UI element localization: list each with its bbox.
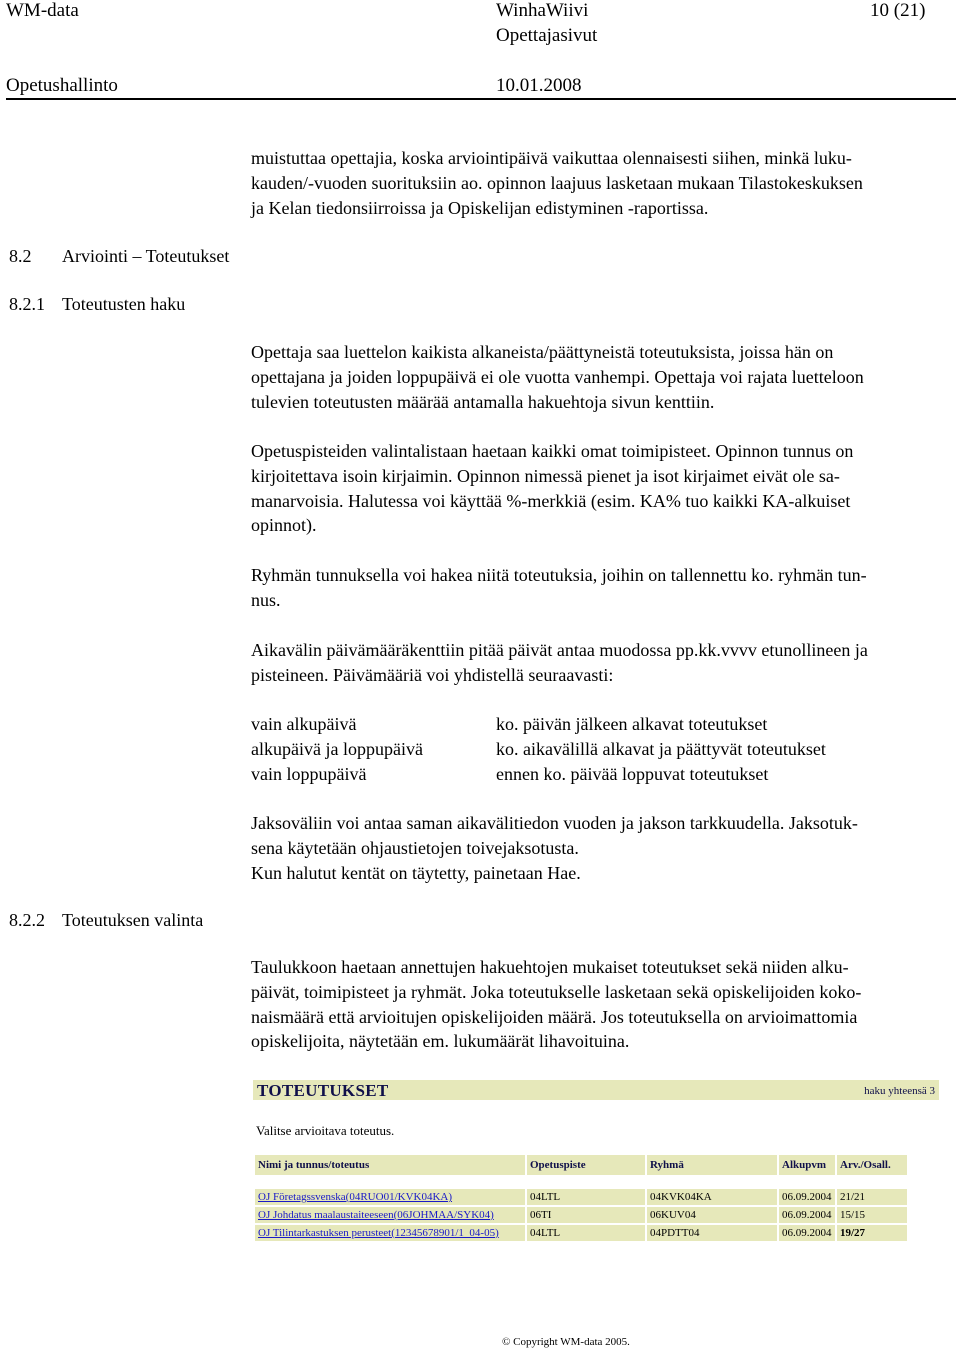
paragraph-date-format: Aikavälin päivämääräkenttiin pitää päivät antaa muodossa pp.kk.vvvv etunollineen ja pisteineen. Päivämääriä voi yhdistellä seuraavasti: (251, 640, 868, 685)
app-instruction: Valitse arvioitava toteutus. (256, 1123, 395, 1138)
table-row (255, 1207, 907, 1223)
table-spacer (255, 1177, 907, 1187)
cell-point: 04LTL (527, 1225, 645, 1241)
date-rule-conditions (251, 712, 423, 786)
cell-point: 06TI (527, 1207, 645, 1223)
paragraph-group-search: Ryhmän tunnuksella voi hakea niitä toteutuksia, joihin on tallennettu ko. ryhmän tun- nus. (251, 565, 867, 610)
header-date: 10.01.2008 (496, 75, 582, 96)
date-rule-condition: vain alkupäivä (251, 714, 357, 734)
paragraph-result-table: Taulukkoon haetaan annettujen hakuehtojen mukaiset toteutukset sekä niiden alku- päivät, toimipisteet ja ryhmät. Joka toteutukselle lasketaan sekä opiskelijoiden koko- naismäärä että arvioitujen opiskelijoiden määrä. Jos toteutuksella on arvioimattomia opiskelijoita, näytetään em. lukumäärät lihavoituina. (251, 957, 862, 1052)
paragraph-search-fields: Opetuspisteiden valintalistaan haetaan kaikki omat toimipisteet. Opinnon tunnus on kirjoitettava isoin kirjaimin. Opinnon nimessä pienet ja isot kirjaimet eivät ole sa- manarvoisia. Halutessa voi käyttää %-merkkiä (esim. KA% tuo kaikki KA-alkuiset opinnot). (251, 441, 854, 536)
date-rule-result: ko. päivän jälkeen alkavat toteutukset (496, 714, 768, 734)
header-page-number: 10 (21) (870, 0, 926, 21)
date-rule-condition: vain loppupäivä (251, 763, 367, 784)
header-subtitle: Opettajasivut (496, 25, 598, 46)
cell-start: 06.09.2004 (779, 1207, 835, 1223)
section-heading-8-2-2: 8.2.2 Toteutuksen valinta (9, 910, 204, 930)
header-divider (6, 98, 956, 100)
cell-point: 04LTL (527, 1189, 645, 1205)
intro-paragraph: muistuttaa opettajia, koska arviointipäivä vaikuttaa olennaisesti siihen, minkä luku- kauden/-vuoden suorituksiin ao. opinnon laajuus lasketaan mukaan Tilastokeskuksen ja Kelan tiedonsiirroissa ja Opiskelijan edistyminen -raportissa. (251, 148, 863, 218)
toteutus-link[interactable]: OJ Företagssvenska(04RUO01/KVK04KA) (255, 1189, 525, 1205)
section-heading-8-2: 8.2 Arviointi – Toteutukset (9, 246, 230, 266)
column-header-name: Nimi ja tunnus/toteutus (255, 1155, 525, 1175)
cell-start: 06.09.2004 (779, 1189, 835, 1205)
cell-ratio: 21/21 (837, 1189, 907, 1205)
table-row (255, 1225, 907, 1241)
section-heading-8-2-1: 8.2.1 Toteutusten haku (9, 294, 186, 314)
copyright-footer: © Copyright WM-data 2005. (502, 1336, 630, 1348)
column-header-point: Opetuspiste (527, 1155, 645, 1175)
cell-group: 06KUV04 (647, 1207, 777, 1223)
toteutus-link[interactable]: OJ Johdatus maalaustaiteeseen(06JOHMAA/SYK04) (255, 1207, 525, 1223)
column-header-group: Ryhmä (647, 1155, 777, 1175)
paragraph-search-intro: Opettaja saa luettelon kaikista alkaneista/päättyneistä toteutuksista, joissa hän on opettajana ja joiden loppupäivä ei ole vuotta vanhempi. Opettaja voi rajata luetteloon tulevien toteutusten määrää antamalla hakuehtoja sivun kenttiin. (251, 342, 864, 412)
toteutukset-screenshot (251, 1075, 941, 1350)
table-row (255, 1189, 907, 1205)
date-rule-condition: alkupäivä ja loppupäivä (251, 738, 423, 759)
header-system: WinhaWiivi (496, 0, 589, 21)
cell-ratio: 15/15 (837, 1207, 907, 1223)
app-title: TOTEUTUKSET (257, 1081, 389, 1100)
cell-group: 04PDTT04 (647, 1225, 777, 1241)
cell-ratio: 19/27 (837, 1225, 907, 1241)
toteutukset-table (253, 1153, 909, 1243)
header-organization: Opetushallinto (6, 75, 118, 96)
date-rule-result: ennen ko. päivää loppuvat toteutukset (496, 763, 769, 784)
app-title-bar (253, 1080, 939, 1100)
result-count: haku yhteensä 3 (864, 1085, 935, 1097)
header-company: WM-data (6, 0, 79, 21)
column-header-start: Alkupvm (779, 1155, 835, 1175)
table-header-row (255, 1155, 907, 1175)
date-rule-results (496, 712, 826, 786)
cell-start: 06.09.2004 (779, 1225, 835, 1241)
cell-group: 04KVK04KA (647, 1189, 777, 1205)
paragraph-period: Jaksoväliin voi antaa saman aikavälitiedon vuoden ja jakson tarkkuudella. Jaksotuk- sena käytetään ohjaustietojen toivejaksotusta. Kun halutut kentät on täytetty, painetaan Hae. (251, 813, 858, 883)
toteutus-link[interactable]: OJ Tilintarkastuksen perusteet(12345678901/1_04-05) (255, 1225, 525, 1241)
date-rule-result: ko. aikavälillä alkavat ja päättyvät toteutukset (496, 738, 826, 759)
column-header-ratio: Arv./Osall. (837, 1155, 907, 1175)
